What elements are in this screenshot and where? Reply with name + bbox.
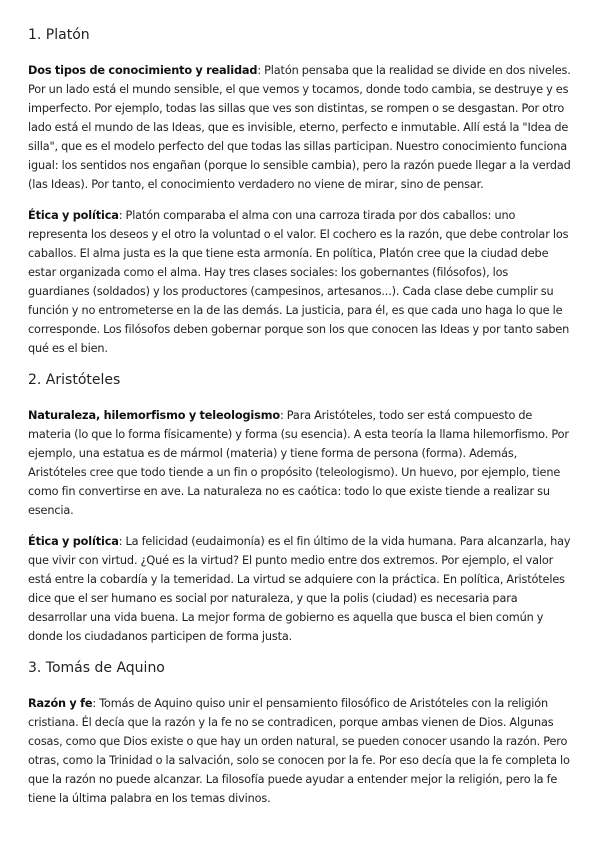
section-platon [28, 25, 571, 358]
paragraph-text: : Platón comparaba el alma con una carroza tirada por dos caballos: uno representa los deseos y el otro la voluntad o el valor. El cochero es la razón, que debe controlar los caballos. El alma justa es la que tiene esta armonía. En política, Platón cree que la ciudad debe estar organizada como el alma. Hay tres clases sociales: los gobernantes (filósofos), los guardianes (soldados) y los productores (campesinos, artesanos...). Cada clase debe cumplir su función y no entrometerse en la de las demás. La justicia, para él, es que cada uno haga lo que le corresponde. Los filósofos deben gobernar porque son los que conocen las Ideas y por tanto saben qué es el bien. [28, 209, 570, 355]
paragraph-text: : Tomás de Aquino quiso unir el pensamiento filosófico de Aristóteles con la religión cristiana. Él decía que la razón y la fe no se contradicen, porque ambas vienen de Dios. Algunas cosas, como que Dios existe o que hay un orden natural, se pueden conocer usando la razón. Pero otras, como la Trinidad o la salvación, solo se conocen por la fe. Por eso decía que la fe completa lo que la razón no puede alcanzar. La filosofía puede ayudar a entender mejor la religión, pero la fe tiene la última palabra en los temas divinos. [28, 697, 570, 805]
section-aristoteles [28, 370, 571, 646]
paragraph-lead: Ética y política [28, 535, 119, 548]
paragraph-text: : La felicidad (eudaimonía) es el fin último de la vida humana. Para alcanzarla, hay que vivir con virtud. ¿Qué es la virtud? El punto medio entre dos extremos. Por ejemplo, el valor está entre la cobardía y la temeridad. La virtud se adquiere con la práctica. En política, Aristóteles dice que el ser humano es social por naturaleza, y que la polis (ciudad) es necesaria para desarrollar una vida buena. La mejor forma de gobierno es aquella que busca el bien común y donde los ciudadanos participen de forma justa. [28, 535, 571, 643]
paragraph [28, 61, 571, 194]
paragraph-text: : Platón pensaba que la realidad se divide en dos niveles. Por un lado está el mundo sensible, el que vemos y tocamos, donde todo cambia, se destruye y es imperfecto. Por ejemplo, todas las sillas que ves son distintas, se rompen o se desgastan. Por otro lado está el mundo de las Ideas, que es invisible, eterno, perfecto e inmutable. Allí está la "Idea de silla", que es el modelo perfecto del que todas las sillas participan. Nuestro conocimiento funciona igual: los sentidos nos engañan (porque lo sensible cambia), pero la razón puede llegar a la verdad (las Ideas). Por tanto, el conocimiento verdadero no viene de mirar, sino de pensar. [28, 64, 571, 191]
paragraph-lead: Dos tipos de conocimiento y realidad [28, 64, 258, 77]
section-title: 1. Platón [28, 27, 90, 43]
section-title: 3. Tomás de Aquino [28, 660, 165, 676]
paragraph-lead: Ética y política [28, 209, 119, 222]
paragraph-lead: Naturaleza, hilemorfismo y teleologismo [28, 409, 280, 422]
paragraph [28, 406, 571, 520]
section-tomas-de-aquino [28, 658, 571, 808]
paragraph [28, 532, 571, 646]
paragraph [28, 694, 571, 808]
paragraph-text: : Para Aristóteles, todo ser está compuesto de materia (lo que lo forma físicamente) y forma (su esencia). A esta teoría la llama hilemorfismo. Por ejemplo, una estatua es de mármol (materia) y tiene forma de persona (forma). Además, Aristóteles cree que todo tiende a un fin o propósito (teleologismo). Un huevo, por ejemplo, tiene como fin convertirse en ave. La naturaleza no es caótica: todo lo que existe tiende a realizar su esencia. [28, 409, 569, 517]
paragraph-lead: Razón y fe [28, 697, 93, 710]
section-title: 2. Aristóteles [28, 372, 121, 388]
paragraph [28, 206, 571, 358]
